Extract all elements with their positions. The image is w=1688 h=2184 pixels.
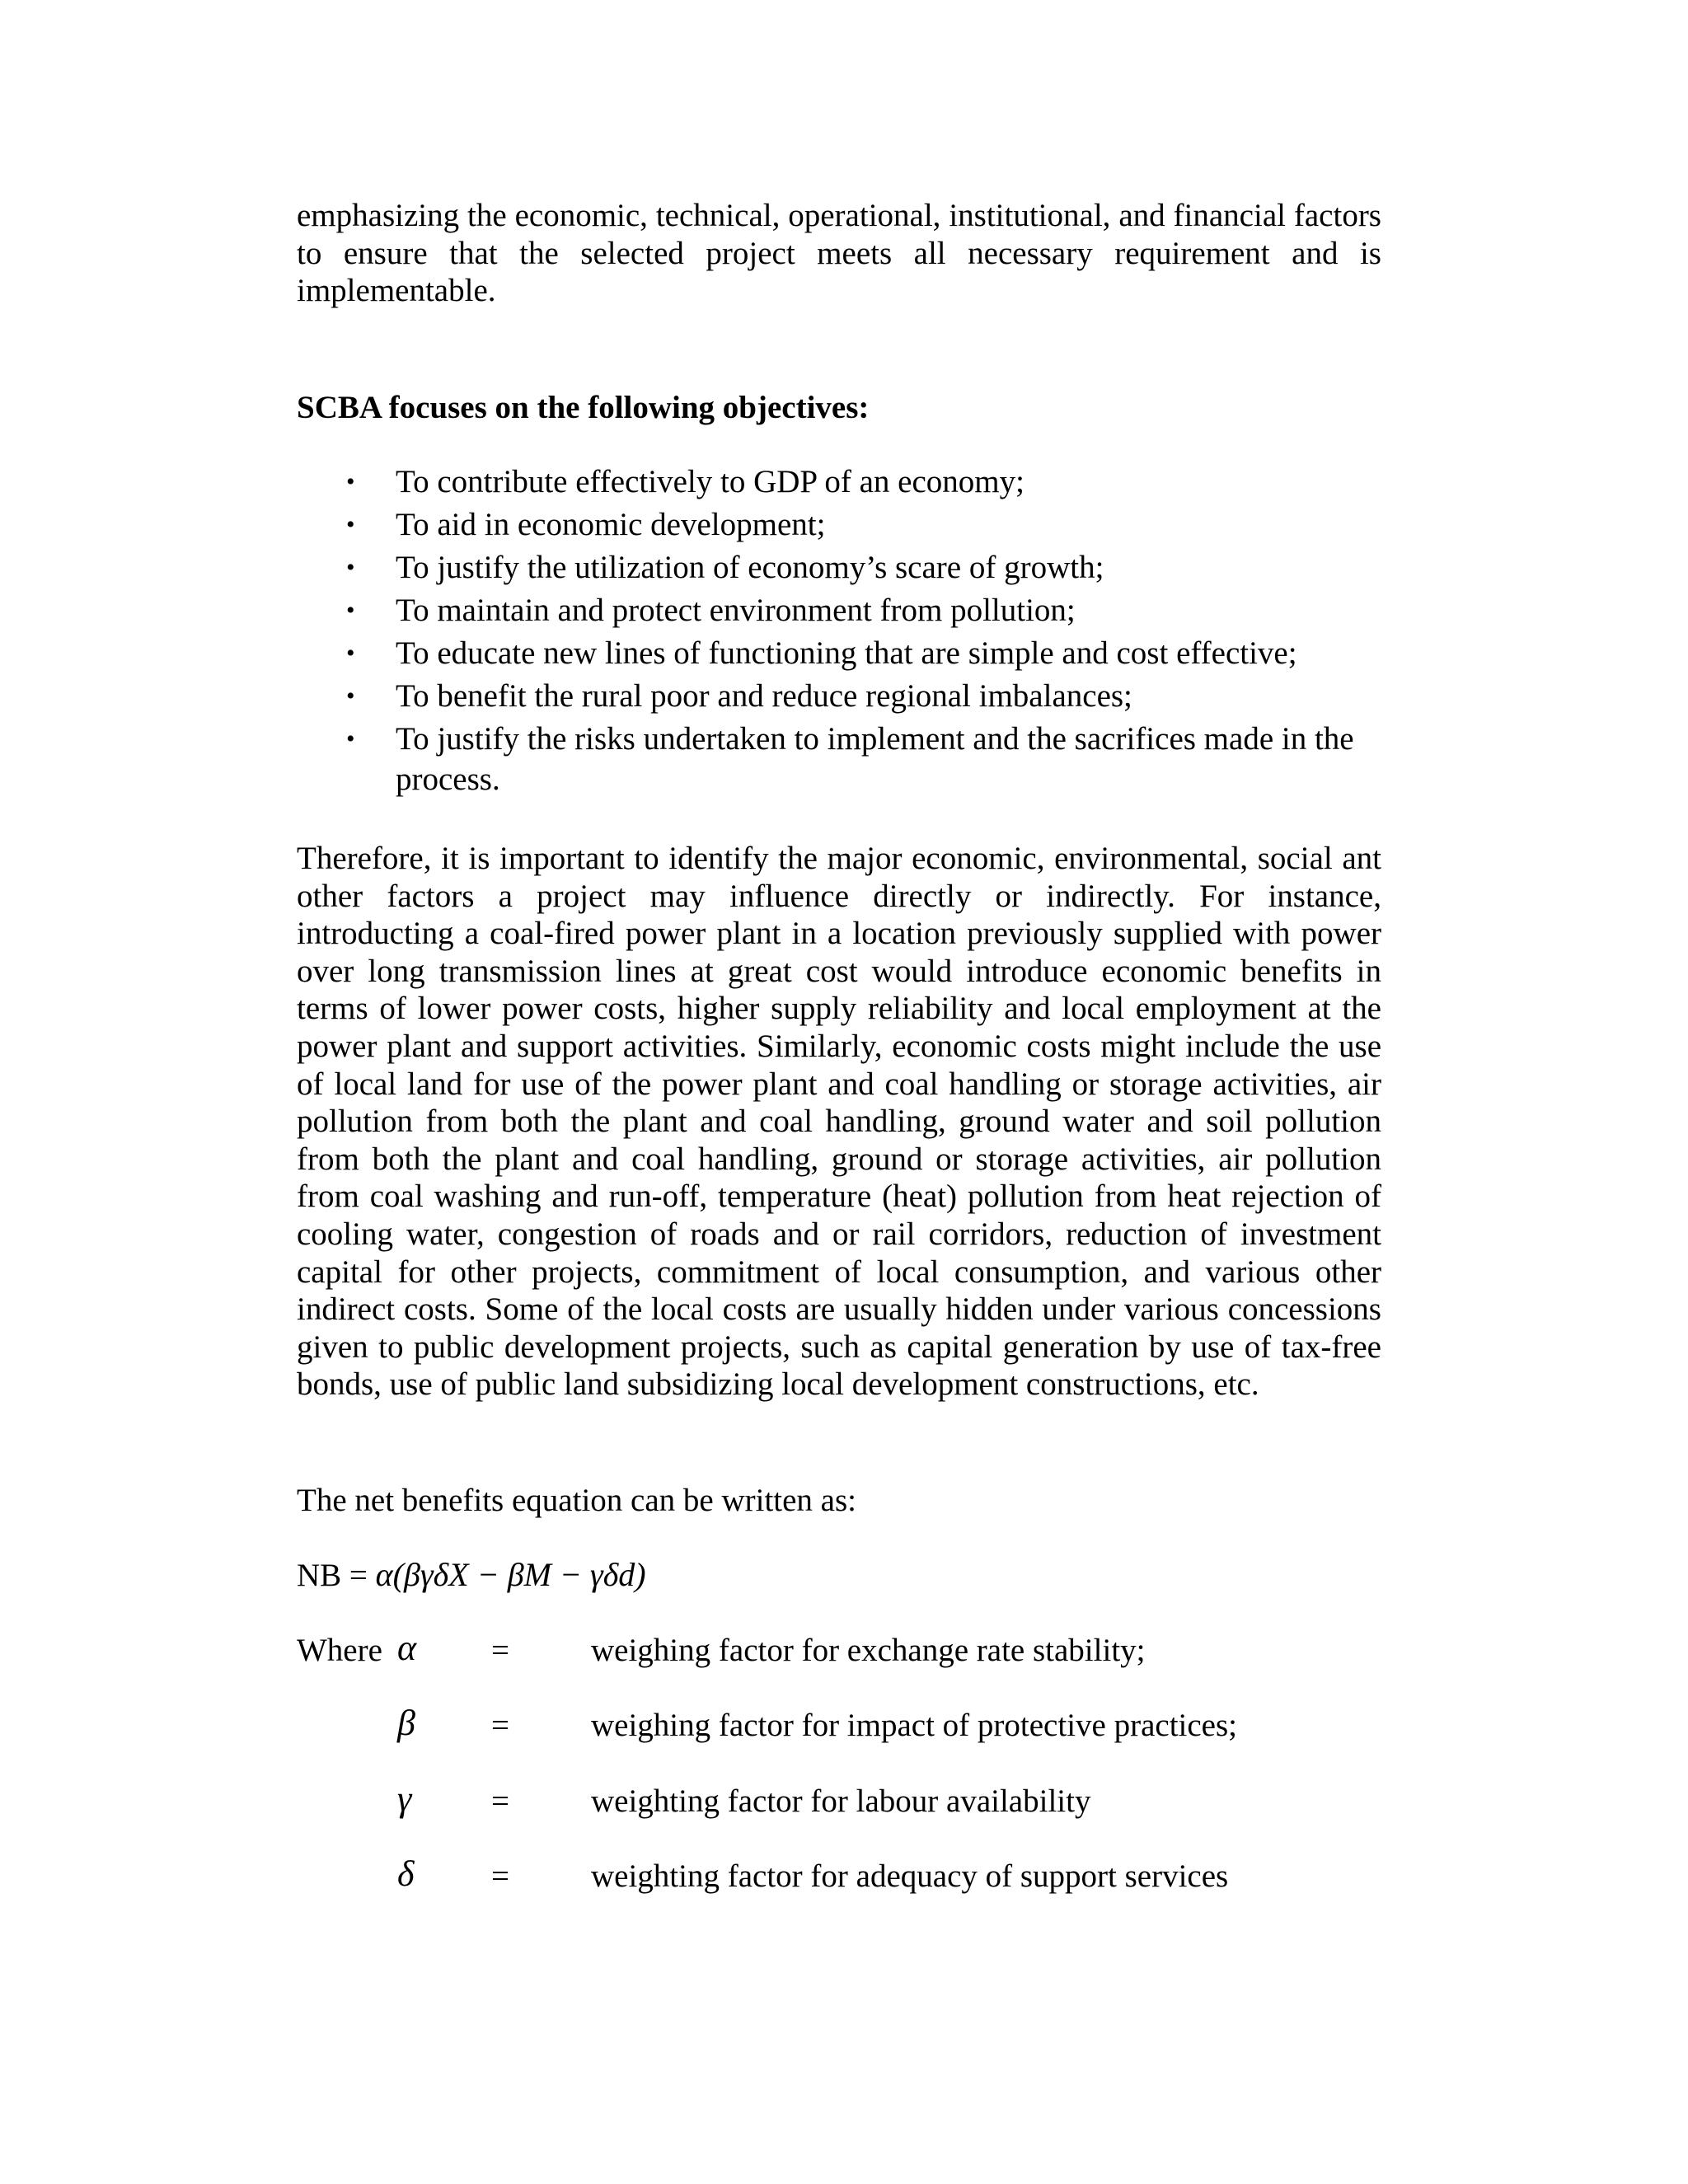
bullet-icon: • bbox=[346, 640, 355, 667]
objectives-list bbox=[297, 462, 1381, 802]
equation-rhs: α(βγδX − βM − γδd) bbox=[375, 1556, 646, 1593]
equation-intro: The net benefits equation can be written as: bbox=[297, 1483, 856, 1518]
symbol-alpha: α bbox=[397, 1628, 417, 1668]
bullet-icon: • bbox=[346, 468, 355, 495]
list-item-text: To justify the utilization of economy’s scare of growth; bbox=[396, 550, 1104, 585]
definition-text: weighting factor for labour availability bbox=[591, 1783, 1091, 1819]
list-item bbox=[297, 504, 1381, 545]
equation-lhs: NB = bbox=[297, 1558, 376, 1593]
list-item bbox=[297, 590, 1381, 630]
list-item-text: To benefit the rural poor and reduce regional imbalances; bbox=[396, 678, 1132, 714]
bullet-icon: • bbox=[346, 554, 355, 581]
list-item bbox=[297, 462, 1381, 502]
definition-text: weighing factor for impact of protective practices; bbox=[591, 1708, 1237, 1743]
list-item bbox=[297, 676, 1381, 716]
body-paragraph: Therefore, it is important to identify the major economic, environmental, social ant other factors a project may influence directly or indirectly. For instance, introducting a coal-fired power plant in a location previously supplied with power over long transmission lines at great cost would introduce economic benefits in terms of lower power costs, higher supply reliability and local employment at the power plant and support activities. Similarly, economic costs might include the use of local land for use of the power plant and coal handling or storage activities, air pollution from both the plant and coal handling, ground water and soil pollution from both the plant and coal handling, ground or storage activities, air pollution from coal washing and run-off, temperature (heat) pollution from heat rejection of cooling water, congestion of roads and or rail corridors, reduction of investment capital for other projects, commitment of local consumption, and various other indirect costs. Some of the local costs are usually hidden under various concessions given to public development projects, such as capital generation by use of tax-free bonds, use of public land subsidizing local development constructions, etc. bbox=[297, 841, 1381, 1403]
net-benefits-equation bbox=[297, 1553, 646, 1598]
list-item-text: To maintain and protect environment from pollution; bbox=[396, 593, 1076, 628]
bullet-icon: • bbox=[346, 597, 355, 624]
symbol-beta: β bbox=[397, 1703, 415, 1743]
list-item bbox=[297, 719, 1381, 799]
list-item-text: To educate new lines of functioning that are simple and cost effective; bbox=[396, 635, 1297, 671]
equals-sign: = bbox=[491, 1858, 509, 1894]
intro-paragraph: emphasizing the economic, technical, operational, institutional, and financial factors to ensure that the selected project meets all necessary requirement and is implementable. bbox=[297, 198, 1381, 309]
definition-text: weighting factor for adequacy of support services bbox=[591, 1858, 1229, 1894]
symbol-delta: δ bbox=[397, 1854, 415, 1894]
definition-row-gamma bbox=[297, 1779, 1451, 1832]
where-label: Where bbox=[297, 1633, 382, 1668]
list-item bbox=[297, 633, 1381, 673]
list-item-text: To aid in economic development; bbox=[396, 507, 826, 542]
symbol-gamma: γ bbox=[397, 1779, 412, 1819]
definition-row-alpha bbox=[297, 1628, 1451, 1681]
list-item-text: To justify the risks undertaken to implement and the sacrifices made in the process. bbox=[396, 721, 1354, 797]
list-item-text: To contribute effectively to GDP of an economy; bbox=[396, 464, 1025, 499]
bullet-icon: • bbox=[346, 682, 355, 710]
equals-sign: = bbox=[491, 1783, 509, 1819]
definition-row-delta bbox=[297, 1854, 1451, 1907]
list-item bbox=[297, 547, 1381, 588]
equals-sign: = bbox=[491, 1633, 509, 1668]
definition-row-beta bbox=[297, 1703, 1451, 1756]
section-heading: SCBA focuses on the following objectives: bbox=[297, 390, 870, 425]
bullet-icon: • bbox=[346, 725, 355, 752]
definition-text: weighing factor for exchange rate stability; bbox=[591, 1633, 1146, 1668]
equals-sign: = bbox=[491, 1708, 509, 1743]
bullet-icon: • bbox=[346, 511, 355, 538]
